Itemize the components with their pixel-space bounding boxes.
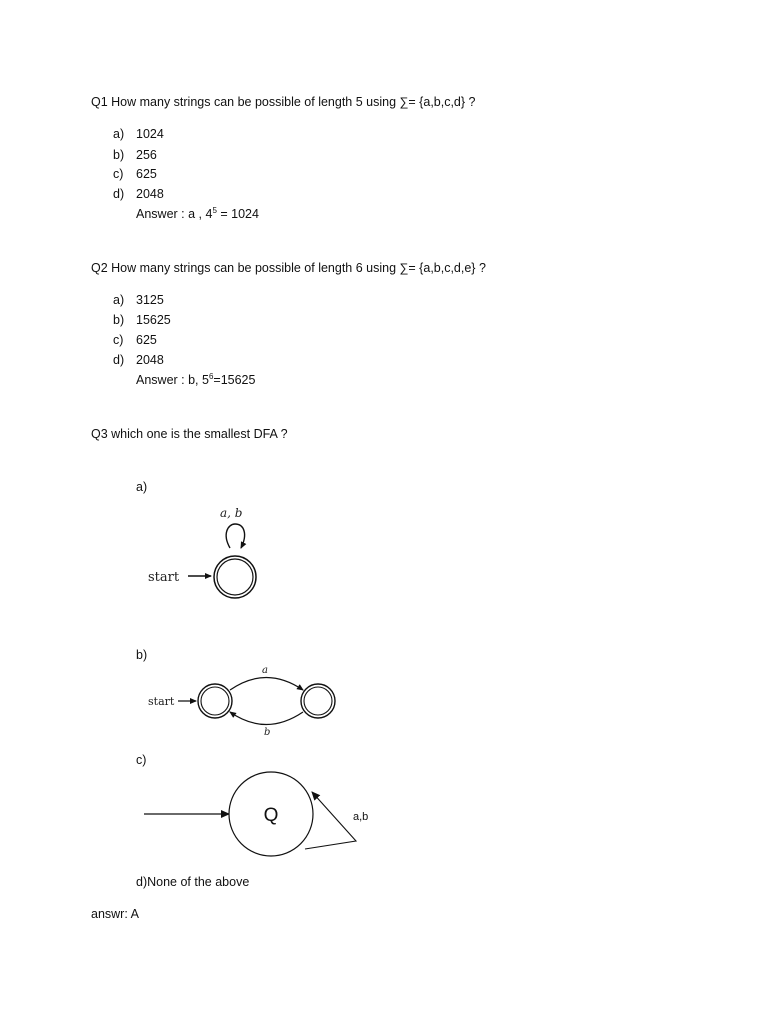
q2-option-b-letter: b) [113, 313, 125, 327]
q3-answer: answr: A [91, 907, 139, 921]
q3-a-state-outer [214, 556, 256, 598]
q1-option-c-value: 625 [136, 167, 157, 181]
q3-b-top-edge-label: a [262, 665, 268, 676]
q1-option-c-letter: c) [113, 167, 124, 181]
q2-option-c-letter: c) [113, 333, 124, 347]
q3-option-c-label: c) [136, 753, 147, 767]
q2-answer-suffix: =15625 [213, 373, 256, 387]
q1-answer-exponent: 5 [212, 206, 217, 215]
q3-b-state-1-inner [201, 687, 229, 715]
q3-b-state-2-outer [301, 684, 335, 718]
q1-option-a-letter: a) [113, 127, 125, 141]
q3-option-b-label: b) [136, 648, 148, 662]
q3-question: Q3 which one is the smallest DFA ? [91, 427, 288, 441]
q1-question: Q1 How many strings can be possible of length 5 using ∑= {a,b,c,d} ? [91, 95, 476, 109]
q3-b-bottom-edge-label: b [264, 727, 271, 738]
q2-option-d-value: 2048 [136, 353, 164, 367]
q1-answer-prefix: Answer : a , 4 [136, 207, 213, 221]
q3-c-loop-label: a,b [353, 811, 369, 823]
q1-answer [136, 207, 259, 221]
q3-a-self-loop [226, 524, 244, 548]
q2-answer-exponent: 6 [208, 372, 214, 381]
q2-question: Q2 How many strings can be possible of length 6 using ∑= {a,b,c,d,e} ? [91, 261, 486, 275]
q2-option-b-value: 15625 [136, 313, 171, 327]
q3-option-d: d)None of the above [136, 875, 250, 889]
q3-a-state-inner [217, 559, 253, 595]
q2-answer-prefix: Answer : b, 5 [136, 373, 209, 387]
q3-b-edge-bottom [230, 712, 303, 725]
q3-option-a-label: a) [136, 480, 148, 494]
q2-option-a-letter: a) [113, 293, 125, 307]
q2-option-a-value: 3125 [136, 293, 164, 307]
q3-b-edge-top [230, 678, 303, 691]
q1-answer-suffix: = 1024 [216, 207, 259, 221]
q3-b-state-2-inner [304, 687, 332, 715]
q1-option-d-value: 2048 [136, 187, 164, 201]
q3-b-start-label: start [148, 695, 175, 708]
q1-option-d-letter: d) [113, 187, 125, 201]
q3-a-start-label: start [148, 570, 180, 585]
q1-option-b-value: 256 [136, 148, 157, 162]
q3-option-a-diagram [140, 500, 270, 605]
q1-option-a-value: 1024 [136, 127, 164, 141]
q3-a-loop-label: a, b [220, 506, 243, 520]
q3-option-b-diagram [145, 660, 345, 740]
q2-answer [136, 373, 255, 387]
q1-option-b-letter: b) [113, 148, 125, 162]
q2-option-d-letter: d) [113, 353, 125, 367]
q3-b-state-1-outer [198, 684, 232, 718]
q2-option-c-value: 625 [136, 333, 157, 347]
q3-option-c-diagram [140, 765, 390, 865]
q3-c-state-label: Q [263, 805, 279, 826]
